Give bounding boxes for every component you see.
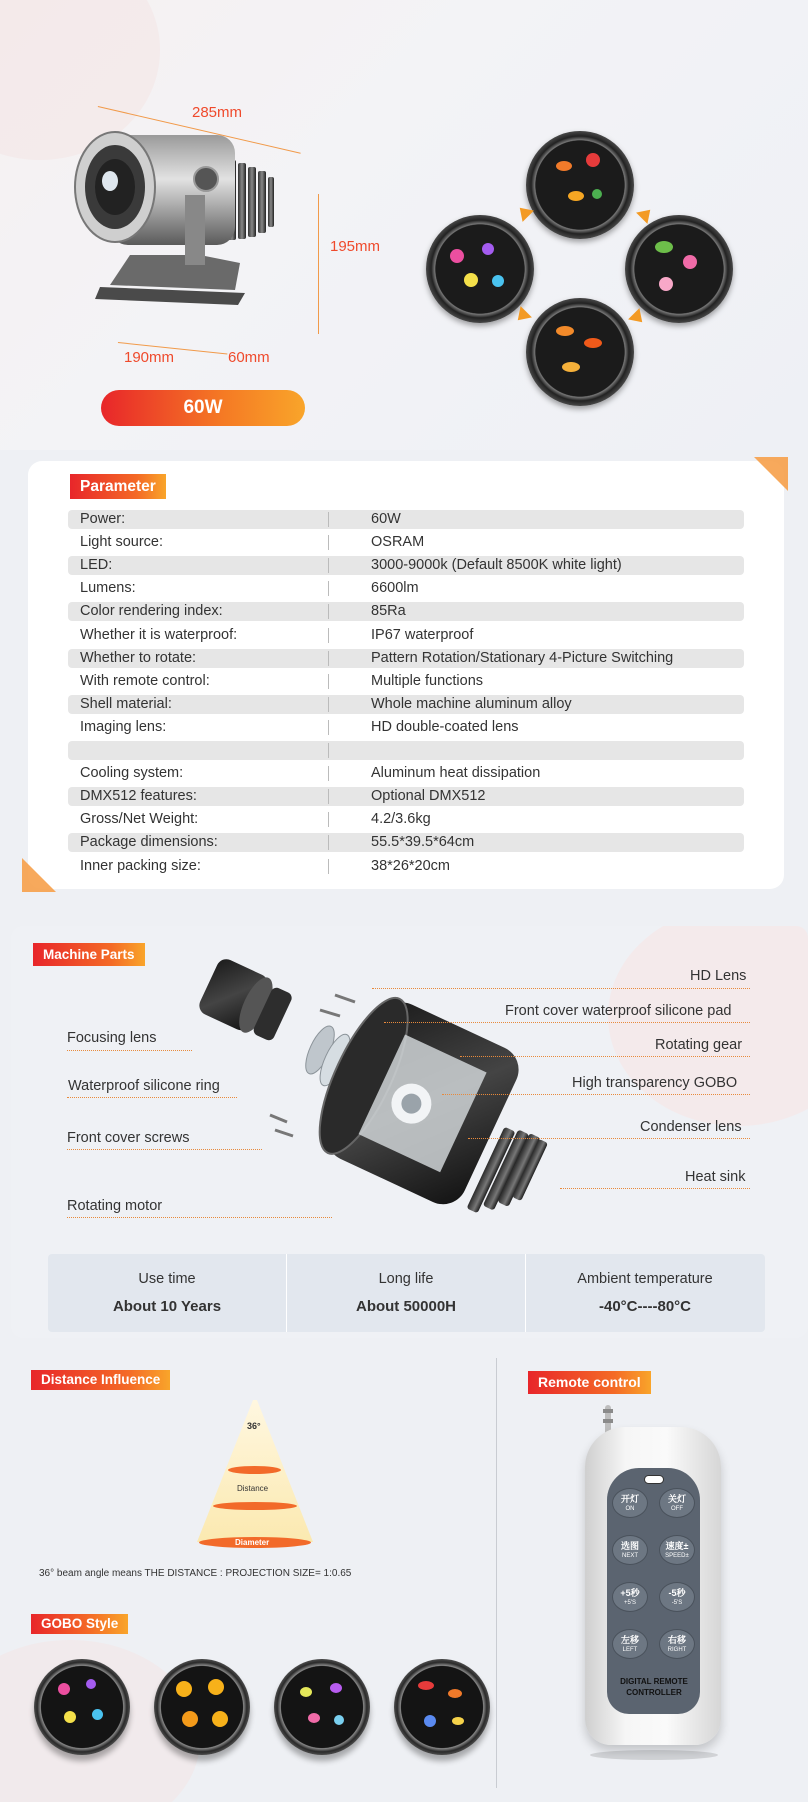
part-label-front-cover-screws: Front cover screws [67,1130,190,1146]
parameter-row [68,510,744,529]
parameter-key: LED: [80,557,113,574]
parameter-row [68,764,744,783]
divider [328,604,329,619]
dimension-line-height [318,194,320,334]
remote-button--5-s[interactable] [612,1582,648,1612]
divider [328,581,329,596]
indicator-light [644,1475,664,1484]
part-label-rotating-gear: Rotating gear [655,1037,743,1053]
remote-button-label: 关灯 [667,1494,686,1504]
parameter-value: 55.5*39.5*64cm [371,834,475,851]
parameter-tag: Parameter [70,474,166,499]
parameter-key: Color rendering index: [80,603,223,620]
parameter-value: 85Ra [371,603,406,620]
stat-value: About 10 Years [112,1298,222,1315]
beam-ring [213,1502,297,1510]
remote-button-left[interactable] [612,1629,648,1659]
divider [328,628,329,643]
remote-button-sublabel: ON [625,1506,635,1512]
remote-button-label: 速度± [665,1541,689,1551]
gobo-disc-top [526,131,634,239]
remote-button-label: 开灯 [620,1494,639,1504]
parameter-row [68,533,744,552]
stat-title: Use time [138,1271,196,1287]
divider [328,512,329,527]
leader-line [442,1094,750,1095]
remote-button-next[interactable] [612,1535,648,1565]
leader-line [67,1149,262,1150]
remote-label [612,1676,696,1698]
remote-button-label: 左移 [620,1635,639,1645]
beam-ring [228,1466,281,1474]
gobo-style-tag: GOBO Style [31,1614,128,1634]
remote-button-sublabel: RIGHT [667,1647,687,1653]
part-label-rotating-motor: Rotating motor [67,1198,163,1214]
dimension-height-label: 195mm [330,238,381,255]
divider [328,558,329,573]
parameter-key: Power: [80,511,126,527]
parameter-value: Optional DMX512 [371,788,486,805]
parameter-row [68,626,744,645]
remote-button-sublabel: LEFT [622,1647,638,1653]
parameter-key: Package dimensions: [80,834,218,851]
machine-parts-tag: Machine Parts [33,943,145,966]
parameter-key: With remote control: [80,672,210,689]
part-label-focusing-lens: Focusing lens [67,1030,157,1046]
corner-decoration [754,457,788,491]
divider [328,766,329,781]
dimension-base-label: 190mm [124,349,175,366]
parameter-value: Multiple functions [371,672,484,689]
divider [328,720,329,735]
divider [328,651,329,666]
parameter-row [68,649,744,668]
parameter-value: OSRAM [371,534,425,551]
parameter-value: 6600lm [371,580,419,597]
parts-background-blob [608,926,808,1126]
parameter-key: Imaging lens: [80,718,167,735]
leader-line [67,1217,332,1218]
remote-button--5-s[interactable] [659,1582,695,1612]
part-label-hd-lens: HD Lens [690,968,747,984]
remote-button-sublabel: -5'S [671,1600,683,1606]
exploded-projector-image [195,950,585,1240]
remote-button-sublabel: NEXT [621,1553,638,1559]
beam-angle-label: 36° [247,1421,261,1431]
gobo-disc-bottom [526,298,634,406]
gobo-sample-koi [394,1659,490,1755]
leader-line [560,1188,750,1189]
parameter-value: 4.2/3.6kg [371,811,431,828]
parameter-row [68,833,744,852]
part-label-waterproof-silicone-ring: Waterproof silicone ring [68,1078,220,1094]
parameter-value: 60W [371,511,401,527]
stat-use-time [48,1254,286,1332]
remote-button-on[interactable] [612,1488,648,1518]
parameter-value: HD double-coated lens [371,718,519,735]
parameter-row [68,556,744,575]
hero-section [0,0,808,450]
gobo-sample-flowers [34,1659,130,1755]
diameter-label: Diameter [235,1538,270,1547]
parameter-row [68,579,744,598]
parameter-key: Shell material: [80,695,172,712]
parameter-key: Cooling system: [80,765,184,782]
parameter-row [68,787,744,806]
stat-long-life [287,1254,525,1332]
divider [328,812,329,827]
stat-title: Ambient temperature [577,1271,713,1287]
parameter-row [68,718,744,737]
stat-value: -40°C----80°C [598,1298,691,1315]
parameter-row [68,695,744,714]
part-label-front-cover-waterproof-silicone-pad: Front cover waterproof silicone pad [505,1003,732,1019]
corner-decoration [22,858,56,892]
parameter-value: Whole machine aluminum alloy [371,695,572,712]
parameter-row [68,810,744,829]
remote-button-speed[interactable] [659,1535,695,1565]
gobo-sample-sunflowers [154,1659,250,1755]
remote-button-label: -5秒 [668,1588,686,1598]
parameter-row [68,857,744,876]
dimension-width-label: 285mm [192,104,243,121]
parameter-value: IP67 waterproof [371,626,474,643]
divider [328,859,329,874]
stat-value: About 50000H [355,1298,457,1315]
remote-button-sublabel: OFF [671,1506,683,1512]
leader-line [460,1056,750,1057]
remote-button-right[interactable] [659,1629,695,1659]
beam-angle-note: 36° beam angle means THE DISTANCE : PROJECTION SIZE= 1:0.65 [39,1568,352,1579]
remote-shadow [590,1750,718,1760]
divider [328,743,329,758]
distance-influence-tag: Distance Influence [31,1370,170,1390]
distance-label: Distance [237,1484,269,1493]
divider [496,1358,497,1788]
parameter-key: DMX512 features: [80,788,197,805]
parameter-value: Aluminum heat dissipation [371,765,541,782]
gobo-sample-butterflies [274,1659,370,1755]
part-label-heat-sink: Heat sink [685,1169,746,1185]
part-label-condenser-lens: Condenser lens [640,1119,742,1135]
parameter-row [68,741,744,760]
remote-button-label: 右移 [667,1635,686,1645]
power-badge: 60W [101,390,305,426]
divider [328,697,329,712]
divider [328,535,329,550]
remote-button-label: 选图 [620,1541,639,1551]
parameter-key: Whether to rotate: [80,649,197,666]
projector-image [70,115,310,345]
remote-label-line1: DIGITAL REMOTE [620,1677,688,1686]
gobo-disc-right [625,215,733,323]
stat-title: Long life [378,1271,434,1287]
parameter-key: Whether it is waterproof: [80,626,238,643]
parameter-key: Inner packing size: [80,857,201,874]
remote-button-sublabel: SPEED± [665,1553,689,1559]
dimension-depth-label: 60mm [228,349,270,366]
parameter-row [68,602,744,621]
leader-line [67,1050,192,1051]
parameter-value: 3000-9000k (Default 8500K white light) [371,557,622,574]
remote-button-off[interactable] [659,1488,695,1518]
parameter-key: Lumens: [80,580,136,597]
divider [328,835,329,850]
parameter-key: Gross/Net Weight: [80,811,199,828]
divider [328,674,329,689]
leader-line [468,1138,750,1139]
leader-line [384,1022,750,1023]
parameter-key: Light source: [80,534,164,551]
part-label-high-transparency-gobo: High transparency GOBO [572,1075,738,1091]
remote-button-sublabel: +5'S [624,1600,636,1606]
parameter-row [68,672,744,691]
divider [328,789,329,804]
leader-line [372,988,750,989]
remote-control-tag: Remote control [528,1371,651,1394]
parameter-value: Pattern Rotation/Stationary 4-Picture Switching [371,649,674,666]
remote-label-line2: CONTROLLER [626,1688,682,1697]
stat-ambient-temperature [526,1254,764,1332]
remote-button-label: +5秒 [620,1588,640,1598]
leader-line [67,1097,237,1098]
lifetime-stats-bar [48,1254,765,1332]
gobo-disc-left [426,215,534,323]
parameter-value: 38*26*20cm [371,857,450,874]
